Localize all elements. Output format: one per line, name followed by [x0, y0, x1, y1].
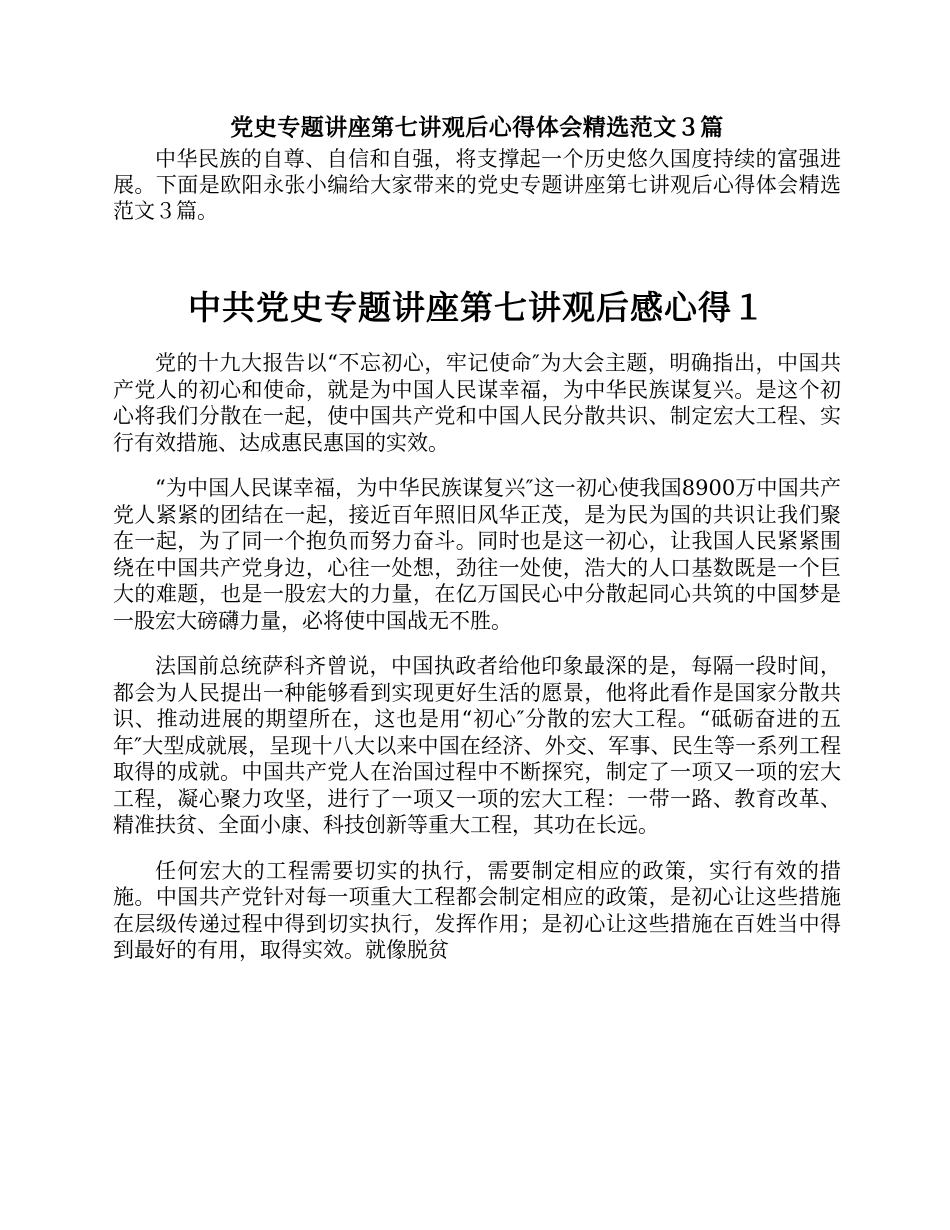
body-paragraph-3: 法国前总统萨科齐曾说，中国执政者给他印象最深的是，每隔一段时间，都会为人民提出一种能够看到实现更好生活的愿景，他将此看作是国家分散共识、推动进展的期望所在，这也是用“初心″分散的宏大工程。“砥砺奋进的五年″大型成就展，呈现十八大以来中国在经济、外交、军事、民生等一系列工程取得的成就。中国共产党人在治国过程中不断探究，制定了一项又一项的宏大工程，凝心聚力攻坚，进行了一项又一项的宏大工程：一带一路、教育改革、精准扶贫、全面小康、科技创新等重大工程，其功在长远。 [113, 654, 841, 837]
body-paragraph-1: 党的十九大报告以“不忘初心，牢记使命″为大会主题，明确指出，中国共产党人的初心和使命，就是为中国人民谋幸福，为中华民族谋复兴。是这个初心将我们分散在一起，使中国共产党和中国人民分散共识、制定宏大工程、实行有效措施、达成惠民惠国的实效。 [113, 351, 841, 455]
intro-paragraph: 中华民族的自尊、自信和自强，将支撑起一个历史悠久国度持续的富强进展。下面是欧阳永张小编给大家带来的党史专题讲座第七讲观后心得体会精选范文３篇。 [113, 147, 841, 223]
body-paragraph-2: “为中国人民谋幸福，为中华民族谋复兴″这一初心使我国8900万中国共产党人紧紧的团结在一起，接近百年照旧风华正茂，是为民为国的共识让我们聚在一起，为了同一个抱负而努力奋斗。同时也是这一初心，让我国人民紧紧围绕在中国共产党身边，心往一处想，劲往一处使，浩大的人口基数既是一个巨大的难题，也是一股宏大的力量，在亿万国民心中分散起同心共筑的中国梦是一股宏大磅礴力量，必将使中国战无不胜。 [113, 476, 841, 633]
document-title: 党史专题讲座第七讲观后心得体会精选范文３篇 [230, 114, 724, 141]
section-title: 中共党史专题讲座第七讲观后感心得１ [188, 288, 766, 327]
section-body [113, 350, 841, 964]
document-page [113, 112, 841, 983]
body-paragraph-4: 任何宏大的工程需要切实的执行，需要制定相应的政策，实行有效的措施。中国共产党针对每一项重大工程都会制定相应的政策，是初心让这些措施在层级传递过程中得到切实执行，发挥作用；是初心让这些措施在百姓当中得到最好的有用，取得实效。就像脱贫 [113, 858, 841, 962]
